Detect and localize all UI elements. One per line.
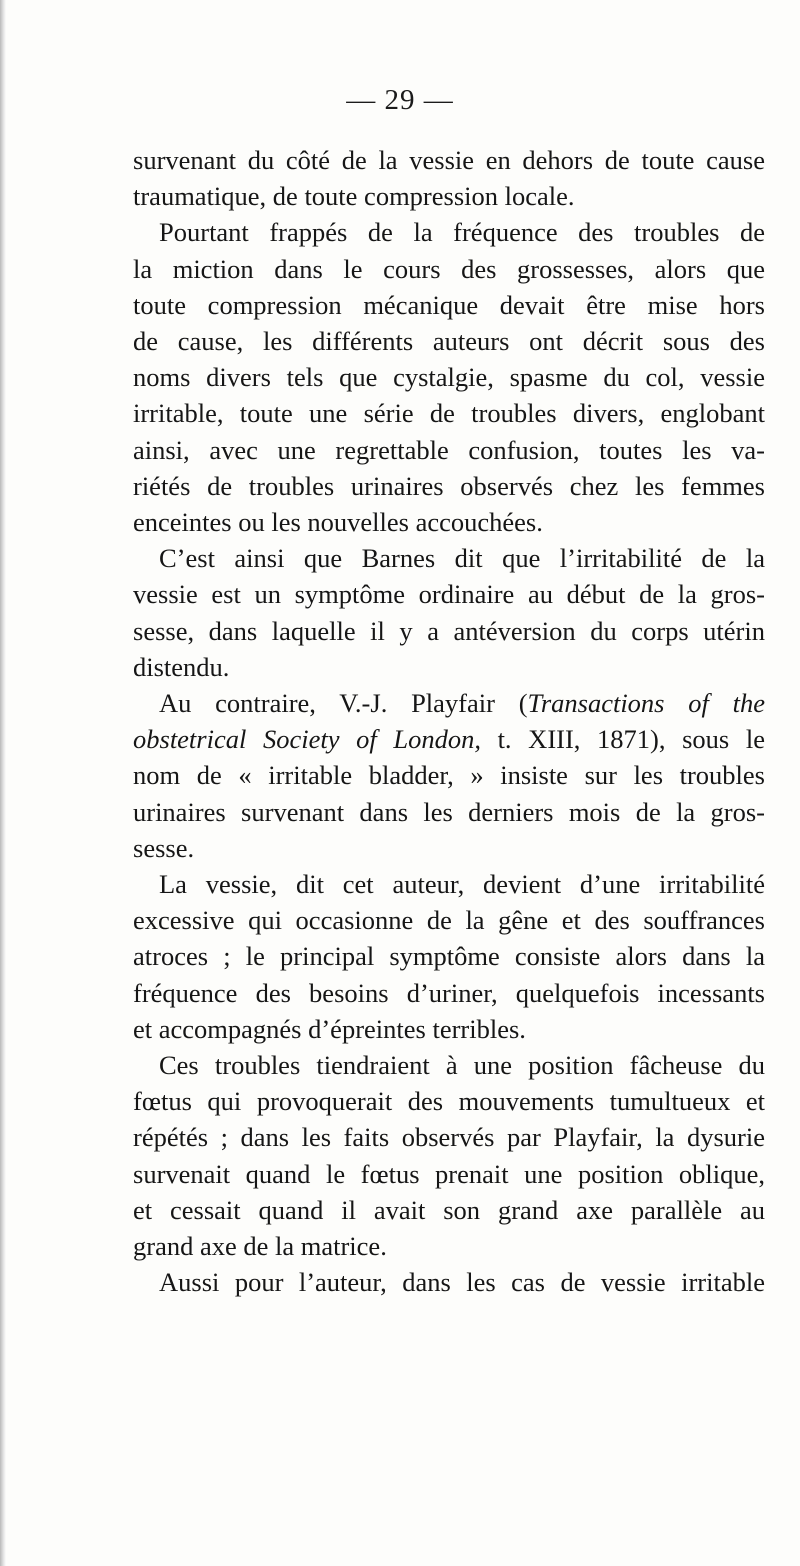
text-line: et accompagnés d’épreintes terribles.	[133, 1013, 526, 1044]
text-line: sesse, dans laquelle il y a antéversion du corps utérin	[133, 615, 765, 646]
text-line-playfair-1: Au contraire, V.-J. Playfair (Transactions of the	[159, 688, 765, 719]
page-number: — 29 —	[346, 84, 454, 116]
text-line: Aussi pour l’auteur, dans les cas de vessie irritable	[159, 1267, 765, 1298]
text-line: atroces ; le principal symptôme consiste alors dans la	[133, 941, 765, 972]
text-line: enceintes ou les nouvelles accouchées.	[133, 507, 543, 538]
text-line: excessive qui occasionne de la gêne et des souffrances	[133, 905, 765, 936]
text-line: grand axe de la matrice.	[133, 1231, 387, 1262]
text-line: vessie est un symptôme ordinaire au début de la gros-	[133, 579, 765, 610]
text-line: fréquence des besoins d’uriner, quelquefois incessants	[133, 977, 765, 1008]
text-line: urinaires survenant dans les derniers mois de la gros-	[133, 796, 765, 827]
text-line: distendu.	[133, 651, 230, 682]
text-line: C’est ainsi que Barnes dit que l’irritabilité de la	[159, 543, 765, 574]
text-line: La vessie, dit cet auteur, devient d’une irritabilité	[159, 869, 765, 900]
text-line: Pourtant frappés de la fréquence des troubles de	[159, 217, 765, 248]
text-line: de cause, les différents auteurs ont décrit sous des	[133, 326, 765, 357]
text-line: et cessait quand il avait son grand axe parallèle au	[133, 1194, 765, 1225]
page-binding-edge	[0, 0, 6, 1566]
text-line: fœtus qui provoquerait des mouvements tumultueux et	[133, 1086, 765, 1117]
text-line: répétés ; dans les faits observés par Playfair, la dysurie	[133, 1122, 765, 1153]
text-line: sesse.	[133, 832, 195, 863]
text-line: la miction dans le cours des grossesses, alors que	[133, 253, 765, 284]
text-line: ainsi, avec une regrettable confusion, toutes les va-	[133, 434, 765, 465]
text-line: toute compression mécanique devait être mise hors	[133, 289, 765, 320]
text-line: irritable, toute une série de troubles divers, englobant	[133, 398, 765, 429]
text-line-playfair-2: obstetrical Society of London, t. XIII, 1871), sous le	[133, 724, 765, 755]
text-block-b	[133, 757, 765, 1300]
text-line: noms divers tels que cystalgie, spasme du col, vessie	[133, 362, 765, 393]
text-block-a	[133, 142, 765, 685]
text-line: nom de « irritable bladder, » insiste sur les troubles	[133, 760, 765, 791]
text-line: traumatique, de toute compression locale.	[133, 181, 575, 212]
text-line: Ces troubles tiendraient à une position fâcheuse du	[159, 1050, 765, 1081]
text-line: survenait quand le fœtus prenait une position oblique,	[133, 1158, 765, 1189]
text-line: riétés de troubles urinaires observés chez les femmes	[133, 470, 765, 501]
body-text	[133, 142, 765, 1301]
text-line: survenant du côté de la vessie en dehors de toute cause	[133, 145, 765, 175]
